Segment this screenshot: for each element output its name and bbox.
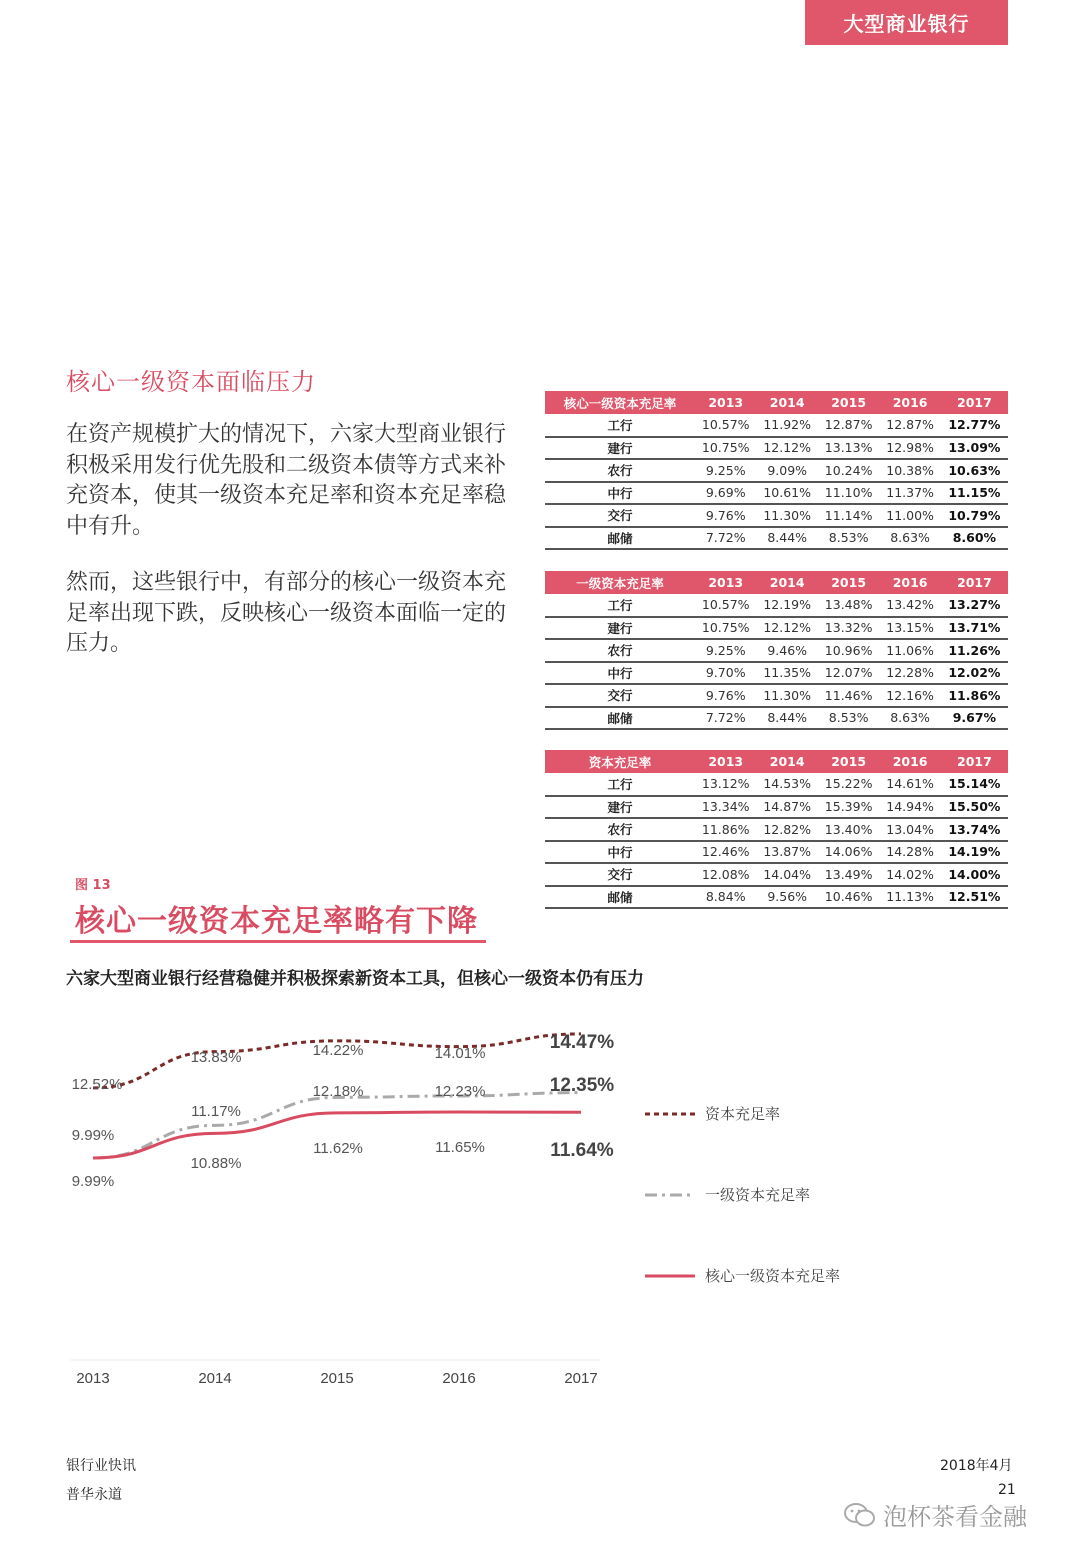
ratio-cell: 11.10%	[818, 482, 879, 505]
data-label: 12.18%	[312, 1083, 364, 1100]
ratio-cell: 11.06%	[879, 639, 940, 662]
ratio-cell: 10.75%	[695, 617, 756, 640]
year-header: 2013	[695, 391, 756, 414]
ratio-cell: 11.92%	[756, 414, 817, 437]
table-row	[545, 886, 1008, 909]
figure-subtitle: 六家大型商业银行经营稳健并积极探索新资本工具，但核心一级资本仍有压力	[66, 969, 644, 989]
ratio-cell: 11.86%	[695, 818, 756, 841]
ratio-cell: 14.87%	[756, 796, 817, 819]
core-tier1-table	[545, 391, 1008, 550]
bank-name: 邮储	[545, 707, 695, 730]
bank-name: 农行	[545, 459, 695, 482]
ratio-cell: 14.02%	[879, 863, 940, 886]
bank-name: 农行	[545, 639, 695, 662]
ratio-cell: 14.28%	[879, 841, 940, 864]
ratio-cell: 11.30%	[756, 684, 817, 707]
ratio-cell: 10.79%	[941, 504, 1008, 527]
ratio-cell: 9.69%	[695, 482, 756, 505]
ratio-cell: 8.84%	[695, 886, 756, 909]
capital-adequacy-table	[545, 750, 1008, 909]
ratio-cell: 11.30%	[756, 504, 817, 527]
ratio-cell: 13.48%	[818, 594, 879, 617]
ratio-cell: 11.35%	[756, 662, 817, 685]
ratio-cell: 10.24%	[818, 459, 879, 482]
table-row	[545, 594, 1008, 617]
ratio-cell: 12.28%	[879, 662, 940, 685]
data-label: 9.99%	[71, 1127, 115, 1144]
table-title: 一级资本充足率	[545, 571, 695, 594]
ratio-cell: 8.60%	[941, 527, 1008, 550]
data-label: 10.88%	[190, 1155, 242, 1172]
year-header: 2014	[756, 391, 817, 414]
table-row	[545, 437, 1008, 460]
ratio-cell: 13.27%	[941, 594, 1008, 617]
year-header: 2015	[818, 571, 879, 594]
ratio-cell: 15.50%	[941, 796, 1008, 819]
watermark-text: 泡杯茶看金融	[883, 1503, 1027, 1531]
ratio-cell: 12.02%	[941, 662, 1008, 685]
ratio-cell: 8.44%	[756, 527, 817, 550]
bank-name: 农行	[545, 818, 695, 841]
data-label: 11.62%	[313, 1140, 363, 1157]
ratio-cell: 13.04%	[879, 818, 940, 841]
bank-name: 建行	[545, 796, 695, 819]
ratio-cell: 7.72%	[695, 707, 756, 730]
data-label: 9.99%	[71, 1173, 115, 1190]
ratio-cell: 12.87%	[879, 414, 940, 437]
x-tick-label: 2015	[320, 1370, 354, 1387]
ratio-cell: 9.76%	[695, 504, 756, 527]
data-label: 14.47%	[549, 1032, 615, 1053]
ratio-cell: 12.87%	[818, 414, 879, 437]
ratio-cell: 12.07%	[818, 662, 879, 685]
table-row	[545, 617, 1008, 640]
ratio-cell: 9.56%	[756, 886, 817, 909]
wechat-icon	[843, 1501, 877, 1529]
bank-name: 交行	[545, 684, 695, 707]
ratio-cell: 14.94%	[879, 796, 940, 819]
ratio-cell: 13.87%	[756, 841, 817, 864]
data-label: 11.64%	[550, 1140, 614, 1161]
ratio-cell: 13.42%	[879, 594, 940, 617]
ratio-cell: 9.25%	[695, 459, 756, 482]
x-tick-label: 2016	[442, 1370, 476, 1387]
table-row	[545, 527, 1008, 550]
ratio-cell: 8.53%	[818, 707, 879, 730]
ratio-cell: 13.74%	[941, 818, 1008, 841]
year-header: 2015	[818, 750, 879, 773]
table-row	[545, 504, 1008, 527]
ratio-cell: 15.14%	[941, 773, 1008, 796]
ratio-cell: 14.19%	[941, 841, 1008, 864]
page-number: 21	[998, 1482, 1016, 1498]
ratio-cell: 12.12%	[756, 617, 817, 640]
table-row	[545, 414, 1008, 437]
table-row	[545, 841, 1008, 864]
ratio-cell: 11.26%	[941, 639, 1008, 662]
ratio-cell: 9.67%	[941, 707, 1008, 730]
data-label: 12.35%	[549, 1075, 615, 1096]
legend-label: 一级资本充足率	[705, 1186, 811, 1204]
figure-title: 核心一级资本充足率略有下降	[75, 904, 478, 939]
ratio-cell: 12.77%	[941, 414, 1008, 437]
data-label: 11.65%	[435, 1139, 485, 1156]
ratio-cell: 9.46%	[756, 639, 817, 662]
ratio-cell: 11.37%	[879, 482, 940, 505]
table-row	[545, 796, 1008, 819]
ratio-cell: 15.39%	[818, 796, 879, 819]
body-paragraph-2: 然而，这些银行中，有部分的核心一级资本充足率出现下跌，反映核心一级资本面临一定的压力。	[66, 570, 507, 656]
table-row	[545, 482, 1008, 505]
table-row	[545, 773, 1008, 796]
ratio-cell: 12.12%	[756, 437, 817, 460]
ratio-cell: 7.72%	[695, 527, 756, 550]
year-header: 2017	[941, 391, 1008, 414]
year-header: 2017	[941, 571, 1008, 594]
year-header: 2014	[756, 750, 817, 773]
ratio-cell: 12.16%	[879, 684, 940, 707]
tier1-table	[545, 571, 1008, 730]
ratio-cell: 14.53%	[756, 773, 817, 796]
ratio-cell: 12.82%	[756, 818, 817, 841]
x-tick-label: 2017	[564, 1370, 598, 1387]
table-row	[545, 818, 1008, 841]
ratio-cell: 10.61%	[756, 482, 817, 505]
ratio-cell: 13.32%	[818, 617, 879, 640]
table-row	[545, 684, 1008, 707]
ratio-cell: 10.63%	[941, 459, 1008, 482]
data-label: 12.23%	[434, 1083, 486, 1100]
figure-title-underline	[70, 940, 486, 943]
ratio-cell: 10.57%	[695, 414, 756, 437]
ratio-cell: 15.22%	[818, 773, 879, 796]
watermark	[843, 1497, 1027, 1532]
legend-label: 核心一级资本充足率	[705, 1267, 841, 1285]
ratio-cell: 11.15%	[941, 482, 1008, 505]
bank-name: 工行	[545, 594, 695, 617]
data-label: 13.83%	[190, 1049, 242, 1066]
ratio-cell: 13.09%	[941, 437, 1008, 460]
bank-name: 中行	[545, 662, 695, 685]
bank-name: 中行	[545, 841, 695, 864]
year-header: 2016	[879, 391, 940, 414]
table-title: 核心一级资本充足率	[545, 391, 695, 414]
section-heading: 核心一级资本面临压力	[66, 368, 316, 396]
ratio-cell: 12.08%	[695, 863, 756, 886]
footer-date: 2018年4月	[940, 1458, 1013, 1474]
ratio-cell: 13.49%	[818, 863, 879, 886]
year-header: 2016	[879, 750, 940, 773]
year-header: 2013	[695, 750, 756, 773]
figure-number: 图 13	[75, 878, 111, 893]
ratio-cell: 9.70%	[695, 662, 756, 685]
table-row	[545, 459, 1008, 482]
ratio-cell: 11.46%	[818, 684, 879, 707]
ratio-cell: 9.25%	[695, 639, 756, 662]
ratio-cell: 10.46%	[818, 886, 879, 909]
table-title: 资本充足率	[545, 750, 695, 773]
bank-name: 交行	[545, 863, 695, 886]
table-row	[545, 863, 1008, 886]
ratio-cell: 8.53%	[818, 527, 879, 550]
x-tick-label: 2013	[76, 1370, 110, 1387]
ratio-cell: 14.00%	[941, 863, 1008, 886]
bank-name: 工行	[545, 773, 695, 796]
ratio-cell: 14.06%	[818, 841, 879, 864]
footer-publication: 银行业快讯	[66, 1458, 136, 1474]
ratio-cell: 11.13%	[879, 886, 940, 909]
legend-label: 资本充足率	[705, 1105, 781, 1123]
ratio-cell: 8.63%	[879, 527, 940, 550]
ratio-cell: 13.13%	[818, 437, 879, 460]
table-row	[545, 662, 1008, 685]
bank-name: 建行	[545, 437, 695, 460]
ratio-cell: 11.00%	[879, 504, 940, 527]
ratio-cell: 10.57%	[695, 594, 756, 617]
ratio-cell: 13.15%	[879, 617, 940, 640]
ratio-cell: 9.09%	[756, 459, 817, 482]
ratio-cell: 12.19%	[756, 594, 817, 617]
table-row	[545, 707, 1008, 730]
section-tab: 大型商业银行	[805, 0, 1008, 45]
ratio-cell: 11.86%	[941, 684, 1008, 707]
year-header: 2015	[818, 391, 879, 414]
ratio-cell: 12.51%	[941, 886, 1008, 909]
footer-firm: 普华永道	[66, 1487, 122, 1503]
ratio-cell: 14.61%	[879, 773, 940, 796]
ratio-cell: 13.34%	[695, 796, 756, 819]
ratio-cell: 10.96%	[818, 639, 879, 662]
body-paragraph-1: 在资产规模扩大的情况下，六家大型商业银行积极采用发行优先股和二级资本债等方式来补充资本，使其一级资本充足率和资本充足率稳中有升。	[66, 422, 507, 539]
bank-name: 中行	[545, 482, 695, 505]
data-label: 11.17%	[191, 1103, 241, 1120]
bank-name: 建行	[545, 617, 695, 640]
ratio-cell: 13.12%	[695, 773, 756, 796]
ratio-cell: 14.04%	[756, 863, 817, 886]
bank-name: 交行	[545, 504, 695, 527]
capital-ratio-line-chart	[0, 1000, 1080, 1420]
data-label: 12.52%	[71, 1076, 123, 1093]
year-header: 2017	[941, 750, 1008, 773]
table-row	[545, 639, 1008, 662]
ratio-cell: 12.98%	[879, 437, 940, 460]
ratio-cell: 9.76%	[695, 684, 756, 707]
ratio-cell: 13.40%	[818, 818, 879, 841]
data-label: 14.01%	[434, 1045, 486, 1062]
bank-name: 邮储	[545, 886, 695, 909]
ratio-cell: 11.14%	[818, 504, 879, 527]
ratio-cell: 12.46%	[695, 841, 756, 864]
ratio-cell: 13.71%	[941, 617, 1008, 640]
bank-name: 工行	[545, 414, 695, 437]
ratio-cell: 10.38%	[879, 459, 940, 482]
ratio-cell: 8.44%	[756, 707, 817, 730]
year-header: 2014	[756, 571, 817, 594]
bank-name: 邮储	[545, 527, 695, 550]
data-label: 14.22%	[312, 1042, 364, 1059]
ratio-cell: 10.75%	[695, 437, 756, 460]
ratio-cell: 8.63%	[879, 707, 940, 730]
x-tick-label: 2014	[198, 1370, 232, 1387]
year-header: 2013	[695, 571, 756, 594]
year-header: 2016	[879, 571, 940, 594]
